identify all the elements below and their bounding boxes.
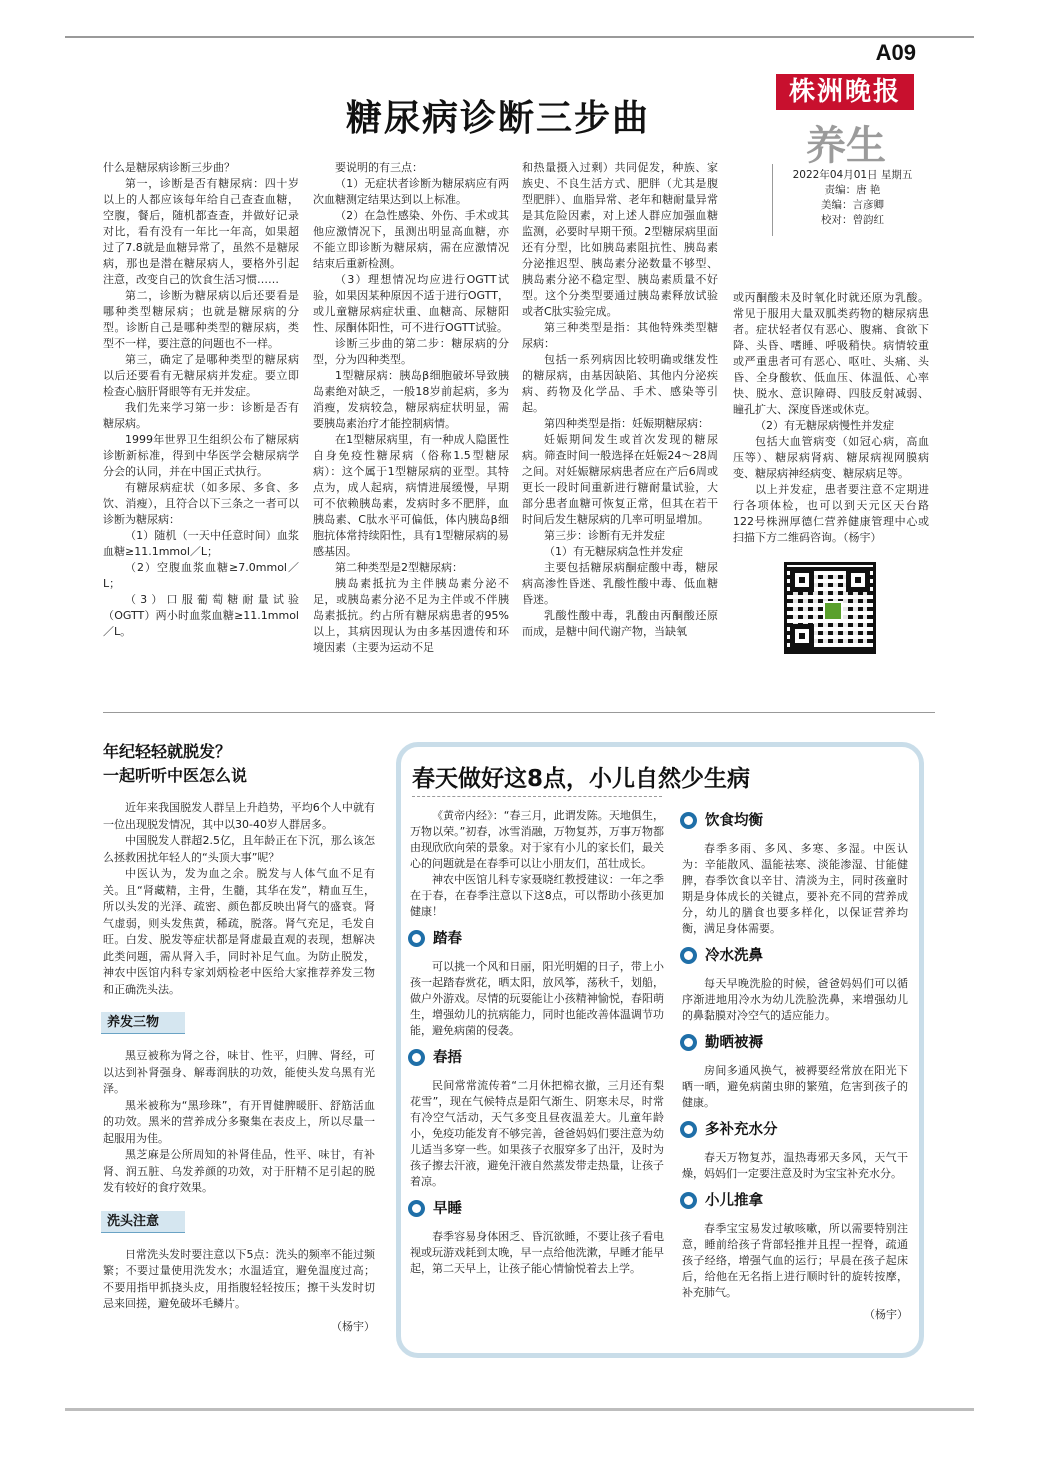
paragraph: 或丙酮酸未及时氧化时就还原为乳酸。常见于服用大量双胍类药物的糖尿病患者。症状轻者仅有恶心、腹痛、食欲下降、头昏、嗜睡、呼吸稍快。病情较重或严重患者可有恶心、呕吐、头痛、头昏、全身酸软、低血压、体温低、心率快、脱水、意识障碍、四肢反射减弱、瞳孔扩大、深度昏迷或休克。 <box>733 291 929 416</box>
paragraph: 和热量摄入过剩）共同促发，种族、家族史、不良生活方式、肥胖（尤其是腹型肥胖）、血脂异常、老年和糖耐量异常是其危险因素，对上述人群应加强血糖监测，必要时早期干预。2型糖尿病里面还有分型，比如胰岛素阻抗性、胰岛素分泌推迟型、胰岛素分泌数量不够型、胰岛素分泌不稳定型、胰岛素质量不好型。这个分类型要通过胰岛素释放试验或者C肽实验完成。 <box>522 161 718 318</box>
paragraph: 春季宝宝易发过敏咳嗽，所以需要特别注意，睡前给孩子背部轻推并且捏一捏脊，疏通孩子经络，增强气血的运行；早晨在孩子起床后，给他在无名指上进行顺时针的旋转按摩，补充肺气。 <box>682 1222 908 1299</box>
bullet-icon <box>408 1200 425 1217</box>
main-article-column-4 <box>733 290 929 546</box>
box-column-left <box>410 808 664 1277</box>
paragraph: （2）空腹血浆血糖≥7.0mmol／L； <box>103 561 299 590</box>
paragraph: 诊断三步曲的第二步：糖尿病的分型，分为四种类型。 <box>313 337 509 366</box>
bullet-icon <box>680 947 697 964</box>
paragraph: 春天万物复苏，温热毒邪天多风，天气干燥，妈妈们一定要注意及时为宝宝补充水分。 <box>682 1151 908 1180</box>
paragraph: 房间多通风换气，被褥要经常放在阳光下晒一晒，避免病菌虫卵的繁殖，危害到孩子的健康。 <box>682 1064 908 1109</box>
paragraph: 我们先来学习第一步：诊断是否有糖尿病。 <box>103 401 299 430</box>
paragraph: 第二，诊断为糖尿病以后还要看是哪种类型糖尿病；也就是糖尿病的分型。诊断自己是哪种类型的糖尿病，类型不一样，要注意的问题也不一样。 <box>103 289 299 350</box>
paragraph: 主要包括糖尿病酮症酸中毒，糖尿病高渗性昏迷、乳酸性酸中毒、低血糖昏迷。 <box>522 561 718 606</box>
paragraph: 黑芝麻是公所周知的补肾佳品，性平、味甘，有补肾、润五脏、乌发养颜的功效，对于肝精不足引起的脱发有较好的食疗效果。 <box>103 1148 375 1194</box>
issue-date: 2022年04月01日 星期五 <box>792 169 913 181</box>
tip-label: 小儿推拿 <box>705 1192 763 1209</box>
paragraph: 第一，诊断是否有糖尿病：四十岁以上的人都应该每年给自己查查血糖，空腹，餐后，随机都查查，并做好记录对比，看有没有一年比一年高，如果超过了7.8就是血糖异常了，虽然不是糖尿病，那也是潜在糖尿病人，要格外引起注意，改变自己的饮食生活习惯…… <box>103 177 299 286</box>
paragraph: 中国脱发人群超2.5亿，且年龄正在下沉，那么该怎么拯救困扰年轻人的“头顶大事”呢？ <box>103 834 375 864</box>
paragraph: 包括大血管病变（如冠心病，高血压等）、糖尿病肾病、糖尿病视网膜病变、糖尿病神经病变、糖尿病足等。 <box>733 435 929 480</box>
paragraph: 第三，确定了是哪种类型的糖尿病以后还要看有无糖尿病并发症。要立即检查心脑肝肾眼等有无并发症。 <box>103 353 299 398</box>
headline-rule <box>412 796 662 797</box>
paragraph: （3）口服葡萄糖耐量试验（OGTT）两小时血浆血糖≥11.1mmol／L。 <box>103 593 299 638</box>
paragraph: 第二种类型是2型糖尿病： <box>335 561 463 574</box>
qr-code-icon[interactable] <box>784 562 876 654</box>
tip-heading <box>680 1192 908 1209</box>
paragraph: （2）在急性感染、外伤、手术或其他应激情况下，虽测出明显高血糖，亦不能立即诊断为糖尿病，需在应激情况结束后重新检测。 <box>313 209 509 270</box>
paragraph: 民间常常流传着“二月休把棉衣撤，三月还有梨花雪”，现在气候特点是阳气渐生、阴寒未尽，时常有冷空气活动，天气多变且昼夜温差大。儿童年龄小，免疫功能发育不够完善，爸爸妈妈们要注意为幼儿适当多穿一些。如果孩子衣服穿多了出汗，及时为孩子擦去汗液，避免汗液自然蒸发带走热量，让孩子着凉。 <box>410 1079 664 1188</box>
paragraph: 1型糖尿病：胰岛β细胞破坏导致胰岛素绝对缺乏，一般18岁前起病，多为消瘦，发病较急，糖尿病症状明显，需要胰岛素治疗才能控制病情。 <box>313 369 509 430</box>
side-article-body <box>103 800 375 1335</box>
paragraph: 以上并发症，患者要注意不定期进行各项体检，也可以到天元区天台路122号株洲厚德仁营养健康管理中心或扫描下方二维码咨询。（杨宇） <box>733 483 929 544</box>
editor-credit: 责编：唐 艳 <box>824 184 881 196</box>
bullet-icon <box>680 1192 697 1209</box>
proofreader-credit: 校对：曾韵红 <box>821 214 884 226</box>
paragraph: 要说明的有三点： <box>335 161 423 174</box>
tip-heading <box>680 812 908 829</box>
paragraph: 近年来我国脱发人群呈上升趋势，平均6个人中就有一位出现脱发情况，其中以30-40岁人群居多。 <box>103 801 375 831</box>
main-headline: 糖尿病诊断三步曲 <box>346 98 651 139</box>
box-headline: 春天做好这8点，小儿自然少生病 <box>412 766 751 792</box>
box-column-right <box>682 812 908 1323</box>
tip-heading <box>680 947 908 964</box>
qr-logo <box>823 601 843 621</box>
paragraph: 春季多雨、多风、多寒、多湿。中医认为：辛能散风、温能祛寒、淡能渗湿、甘能健脾，春季饮食以辛甘、清淡为主，同时孩童时期是身体成长的关键点，要补充不同的营养成分，幼儿的膳食也要多样化，以保证营养均衡，满足身体需要。 <box>682 842 908 935</box>
bullet-icon <box>680 1034 697 1051</box>
paragraph: （1）随机（一天中任意时间）血浆血糖≥11.1mmol／L； <box>103 529 299 558</box>
tip-heading <box>408 1200 664 1217</box>
page-number: A09 <box>875 40 916 65</box>
paragraph: （1）无症状者诊断为糖尿病应有两次血糖测定结果达到以上标准。 <box>313 177 509 206</box>
paragraph: 1999年世界卫生组织公布了糖尿病诊断新标准，得到中华医学会糖尿病学分会的认同，并在中国正式执行。 <box>103 433 299 478</box>
paragraph: 什么是糖尿病诊断三步曲？ <box>103 161 235 174</box>
paragraph: 有糖尿病症状（如多尿、多食、多饮、消瘦），且符合以下三条之一者可以诊断为糖尿病： <box>103 481 299 526</box>
qr-finder <box>790 624 814 648</box>
paragraph: （2）有无糖尿病慢性并发症 <box>755 419 894 432</box>
paper-logo: 株洲晚报 <box>776 74 914 110</box>
tip-heading <box>408 930 664 947</box>
paragraph: 妊娠期间发生或首次发现的糖尿病。筛查时间一般选择在妊娠24～28周之间。对妊娠糖尿病患者应在产后6周或更长一段时间重新进行糖耐量试验，大部分患者血糖可恢复正常，但其在若干时间后发生糖尿病的几率可明显增加。 <box>522 433 718 526</box>
section-divider <box>103 712 935 713</box>
side-headline-line-1: 年纪轻轻就脱发？ <box>103 742 232 761</box>
side-headline <box>103 740 247 788</box>
tip-heading <box>680 1034 908 1051</box>
tip-label: 春捂 <box>433 1049 462 1066</box>
section-name: 养生 <box>806 122 886 169</box>
main-article-column-1 <box>103 160 299 640</box>
paragraph: 中医认为，发为血之余。脱发与人体气血不足有关。且“肾藏精，主骨，生髓，其华在发”，精血互生，所以头发的光泽、疏密、颜色都反映出肾气的盛衰。肾气虚弱，则头发焦黄，稀疏，脱落。肾气充足，毛发自旺。白发、脱发等症状都是肾虚最直观的表现，想解决此类问题，需从肾入手，同时补足气血。为防止脱发，神农中医馆内科专家刘炳检老中医给大家推荐养发三物和正确洗头法。 <box>103 867 375 996</box>
paragraph: 黑豆被称为肾之谷，味甘、性平，归脾、肾经，可以达到补肾强身、解毒润肤的功效，能使头发乌黑有光泽。 <box>103 1049 375 1095</box>
qr-finder <box>790 568 814 592</box>
bullet-icon <box>680 1121 697 1138</box>
designer-credit: 美编：言彦卿 <box>821 199 884 211</box>
main-article-column-2 <box>313 160 509 656</box>
paragraph: 第三步：诊断有无并发症 <box>544 529 665 542</box>
author-credit: （杨宇） <box>864 1308 908 1321</box>
paragraph: 第四种类型是指：妊娠期糖尿病： <box>544 417 709 430</box>
tip-label: 多补充水分 <box>705 1121 778 1138</box>
main-article-column-3 <box>522 160 718 640</box>
paragraph: 第三种类型是指：其他特殊类型糖尿病： <box>522 321 718 350</box>
paragraph: 在1型糖尿病里，有一种成人隐匿性自身免疫性糖尿病（俗称1.5型糖尿病）：这个属于1型糖尿病的亚型。其特点为，成人起病，病情进展缓慢，早期可不依赖胰岛素，发病时多不肥胖，血胰岛素、C肽水平可偏低，体内胰岛β细胞抗体常持续阳性，具有1型糖尿病的易感基因。 <box>313 433 509 558</box>
tip-heading <box>680 1121 908 1138</box>
paragraph: 胰岛素抵抗为主伴胰岛素分泌不足，或胰岛素分泌不足为主伴或不伴胰岛素抵抗。约占所有糖尿病患者的95%以上，其病因现认为由多基因遗传和环境因素（主要为运动不足 <box>313 577 509 654</box>
paragraph: 黑米被称为“黑珍珠”，有开胃健脾暖肝、舒筋活血的功效。黑米的营养成分多聚集在表皮上，所以尽量一起服用为佳。 <box>103 1098 375 1145</box>
paragraph: 包括一系列病因比较明确或继发性的糖尿病，由基因缺陷、其他内分泌疾病、药物及化学品、手术、感染等引起。 <box>522 353 718 414</box>
paragraph: 日常洗头发时要注意以下5点：洗头的频率不能过频繁；不要过量使用洗发水；水温适宜，避免温度过高；不要用指甲抓挠头皮，用指腹轻轻按压；擦干头发时切忌来回搓，避免破坏毛鳞片。 <box>103 1247 375 1310</box>
subheading-hair-foods: 养发三物 <box>101 1012 185 1034</box>
paragraph: 《黄帝内经》：“春三月，此谓发陈。天地俱生，万物以荣。”初春，冰雪消融，万物复苏，万事万物都由现欣欣向荣的景象。对于家有小儿的家长们，最关心的问题就是在春季可以让小朋友们，茁壮成长。 <box>410 809 664 870</box>
paragraph: 乳酸性酸中毒，乳酸由丙酮酸还原而成，是糖中间代谢产物，当缺氧 <box>522 609 718 638</box>
tip-heading <box>408 1049 664 1066</box>
tip-label: 踏春 <box>433 930 462 947</box>
top-rule <box>65 36 974 38</box>
paragraph: 每天早晚洗脸的时候，爸爸妈妈们可以循序渐进地用冷水为幼儿洗脸洗鼻，来增强幼儿的鼻黏膜对冷空气的适应能力。 <box>682 977 908 1022</box>
paragraph: 神农中医馆儿科专家聂晓红教授建议：一年之季在于春，在春季注意以下这8点，可以帮助小孩更加健康！ <box>410 873 664 918</box>
bullet-icon <box>408 930 425 947</box>
edition-meta <box>772 164 932 236</box>
paragraph: （1）有无糖尿病急性并发症 <box>544 545 683 558</box>
bullet-icon <box>408 1049 425 1066</box>
paragraph: 可以挑一个风和日丽，阳光明媚的日子，带上小孩一起踏春赏花，晒太阳，放风筝，荡秋千，划船，做户外游戏。尽情的玩耍能让小孩精神愉悦，春阳萌生，增强幼儿的抗病能力，同时也能改善体温调节功能，避免病菌的侵袭。 <box>410 960 664 1037</box>
bullet-icon <box>680 812 697 829</box>
tip-label: 饮食均衡 <box>705 812 763 829</box>
tip-label: 冷水洗鼻 <box>705 947 763 964</box>
author-credit: （杨宇） <box>331 1319 375 1333</box>
bottom-rule <box>65 1408 974 1411</box>
side-headline-line-2: 一起听听中医怎么说 <box>103 766 248 785</box>
qr-finder <box>846 568 870 592</box>
subheading-hair-washing: 洗头注意 <box>101 1211 185 1233</box>
tip-label: 早睡 <box>433 1200 462 1217</box>
paragraph: 春季容易身体困乏、昏沉欲睡，不要让孩子看电视或玩游戏耗到太晚，早一点给他洗漱，早睡才能早起，第二天早上，让孩子能心情愉悦着去上学。 <box>410 1230 664 1275</box>
tip-label: 勤晒被褥 <box>705 1034 763 1051</box>
paragraph: （3）理想情况均应进行OGTT试验，如果因某种原因不适于进行OGTT，或儿童糖尿病症状重、血糖高、尿糖阳性、尿酮体阳性，可不进行OGTT试验。 <box>313 273 509 334</box>
